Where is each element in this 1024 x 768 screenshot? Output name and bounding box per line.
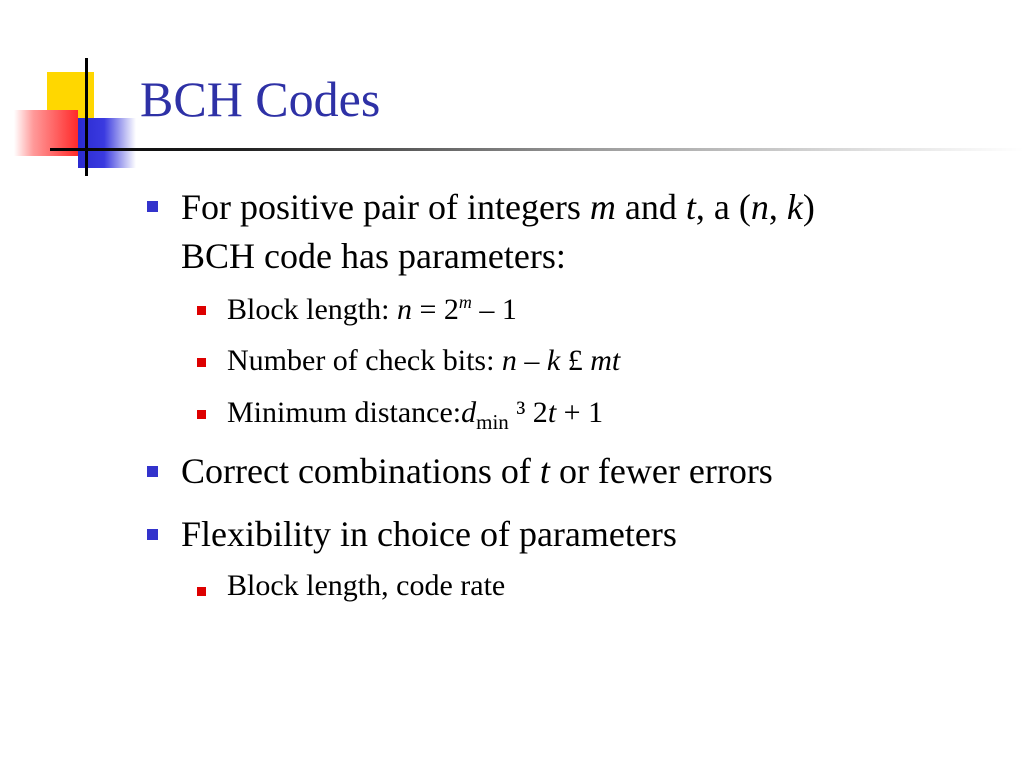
sub-bullet-check-bits — [227, 343, 620, 379]
equation-part: – — [516, 344, 547, 377]
bullet-marker-2 — [147, 466, 158, 477]
var-k: k — [546, 344, 561, 377]
var-t: t — [685, 187, 696, 227]
sub-bullet-label: Number of check bits: — [227, 344, 502, 377]
sub-bullet-marker-4 — [197, 587, 206, 596]
equation-part: = 2 — [411, 293, 459, 326]
bullet-1-line-1 — [181, 185, 815, 229]
var-t: t — [547, 396, 557, 429]
sub-bullet-block-length-code-rate: Block length, code rate — [227, 569, 506, 602]
bullet-3: Flexibility in choice of parameters — [181, 514, 677, 554]
exponent-m: m — [458, 292, 472, 312]
bullet-2-text: or fewer errors — [549, 451, 773, 491]
bullet-marker-1 — [147, 201, 158, 212]
var-k: k — [786, 187, 803, 227]
bullet-2-text: Correct combinations of — [181, 451, 540, 491]
equation-part: + 1 — [556, 396, 604, 429]
bullet-marker-3 — [147, 529, 158, 540]
var-m: m — [589, 187, 616, 227]
var-d: d — [461, 396, 477, 429]
sub-bullet-marker-1 — [197, 306, 206, 315]
var-t: t — [539, 451, 550, 491]
var-n: n — [501, 344, 517, 377]
bullet-1-text: ) — [802, 187, 815, 227]
equation-symbol: ³ 2 — [508, 396, 548, 429]
sub-bullet-marker-3 — [197, 410, 206, 419]
var-mt: mt — [590, 344, 621, 377]
var-n: n — [396, 293, 412, 326]
sub-bullet-block-length — [227, 292, 517, 328]
var-n: n — [750, 187, 769, 227]
equation-part: – 1 — [471, 293, 517, 326]
sub-bullet-min-distance — [227, 395, 604, 434]
bullet-1-text: , — [768, 187, 787, 227]
bullet-2 — [181, 449, 773, 493]
sub-bullet-label: Minimum distance: — [227, 396, 462, 429]
sub-bullet-marker-2 — [197, 358, 206, 367]
subscript-min: min — [476, 410, 509, 434]
bullet-1-text: , a ( — [695, 187, 751, 227]
equation-symbol: £ — [560, 344, 591, 377]
bullet-1-text: For positive pair of integers — [181, 187, 590, 227]
sub-bullet-label: Block length: — [227, 293, 397, 326]
slide-title: BCH Codes — [140, 71, 381, 127]
bullet-1-text: and — [615, 187, 686, 227]
bullet-1-line-2: BCH code has parameters: — [181, 236, 566, 276]
